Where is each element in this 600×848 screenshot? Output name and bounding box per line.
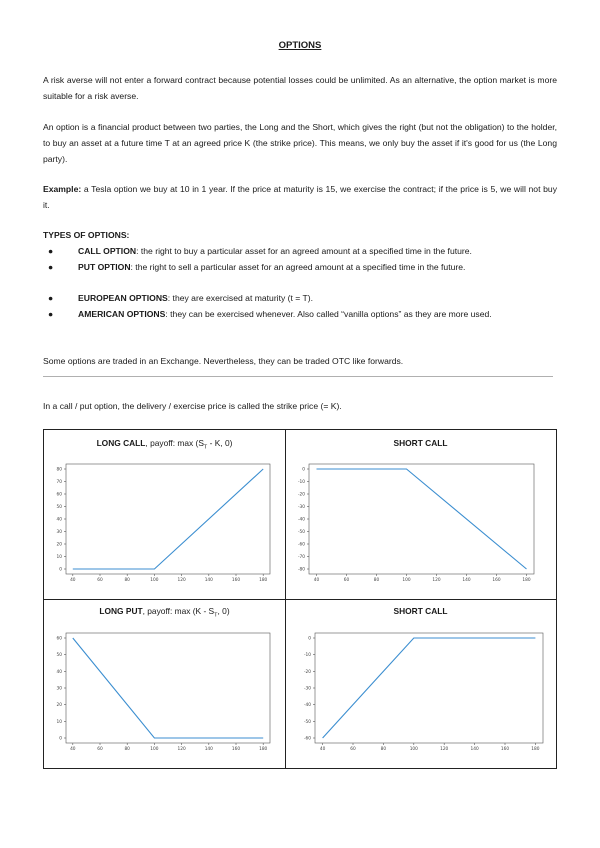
cell-short-call-2 — [285, 599, 556, 768]
payoff-line — [73, 469, 263, 569]
y-tick-label: -40 — [303, 703, 311, 709]
short-call-chart — [285, 430, 556, 599]
definition-paragraph: An option is a financial product between two parties, the Long and the Short, which gives the right (but not the obligation) to the holder, to buy an asset at a future time T at an agreed price K (the strike price). This means, we only buy the asset if it's good for us (the Long party). — [43, 122, 557, 164]
bullet-text: : the right to buy a particular asset for an agreed amount at a specified time in the future. — [136, 246, 472, 256]
x-tick-label: 80 — [380, 747, 387, 752]
x-tick-label: 180 — [259, 578, 268, 583]
x-tick-label: 140 — [462, 578, 471, 583]
bullet-icon: ● — [48, 246, 54, 256]
x-tick-label: 180 — [259, 747, 268, 752]
x-tick-label: 40 — [319, 747, 326, 752]
y-tick-label: 50 — [56, 653, 62, 659]
plot-frame — [309, 464, 534, 574]
example-paragraph — [43, 181, 557, 213]
x-tick-label: 60 — [97, 747, 103, 752]
bullet-icon: ● — [48, 262, 54, 272]
x-tick-label: 140 — [204, 747, 213, 752]
x-tick-label: 140 — [470, 747, 479, 752]
y-tick-label: -10 — [297, 480, 305, 485]
bullet-label: CALL OPTION — [78, 246, 137, 256]
y-tick-label: -10 — [303, 653, 311, 659]
y-tick-label: 70 — [56, 480, 62, 485]
bullet-label: PUT OPTION — [78, 262, 131, 272]
bullet-label: EUROPEAN OPTIONS — [78, 293, 168, 303]
cell-long-call — [44, 430, 285, 599]
horizontal-divider — [43, 376, 553, 377]
chart-title: LONG PUT, payoff: $\max (K - S_T$, 0) — [99, 606, 230, 619]
y-tick-label: -50 — [303, 719, 311, 725]
cell-short-call — [285, 430, 556, 599]
x-tick-label: 80 — [124, 747, 130, 752]
payoff-line — [73, 638, 263, 738]
chart-title: SHORT CALL — [393, 438, 448, 448]
y-tick-label: -30 — [297, 505, 305, 510]
types-heading: TYPES OF OPTIONS: — [43, 230, 130, 240]
x-tick-label: 120 — [177, 578, 186, 583]
plot-frame — [66, 633, 270, 743]
x-tick-label: 120 — [432, 578, 441, 583]
y-tick-label: -30 — [303, 686, 311, 692]
bullet-text: : they are exercised at maturity (t = T). — [167, 293, 314, 303]
x-tick-label: 60 — [343, 578, 350, 583]
x-tick-label: 180 — [531, 747, 540, 752]
x-tick-label: 140 — [204, 578, 213, 583]
y-tick-label: -20 — [297, 492, 305, 498]
x-tick-label: 40 — [70, 747, 76, 752]
x-tick-label: 60 — [350, 747, 356, 752]
y-tick-label: 40 — [56, 517, 62, 523]
y-tick-label: -70 — [297, 555, 305, 560]
bullet-icon: ● — [48, 293, 54, 303]
x-tick-label: 100 — [409, 747, 418, 752]
y-tick-label: 0 — [302, 467, 305, 473]
page-title: OPTIONS — [278, 40, 322, 51]
y-tick-label: 0 — [308, 636, 311, 642]
x-tick-label: 120 — [177, 747, 186, 752]
y-tick-label: 40 — [56, 669, 62, 675]
x-tick-label: 160 — [231, 578, 241, 583]
payoff-line — [317, 469, 527, 569]
bullet-icon: ● — [48, 309, 54, 319]
bullet-label: AMERICAN OPTIONS — [78, 309, 166, 319]
x-tick-label: 40 — [70, 578, 76, 583]
y-tick-label: 80 — [56, 467, 62, 473]
y-tick-label: 60 — [56, 636, 62, 642]
y-tick-label: 50 — [56, 505, 62, 510]
chart-title: LONG CALL, payoff: $\max (S_T$ - K, 0) — [96, 438, 233, 451]
y-tick-label: 60 — [56, 492, 62, 498]
x-tick-label: 120 — [440, 747, 449, 752]
x-tick-label: 100 — [150, 578, 159, 583]
x-tick-label: 100 — [150, 747, 159, 752]
y-tick-label: -80 — [297, 567, 305, 573]
exchange-paragraph: Some options are traded in an Exchange. Nevertheless, they can be traded OTC like forwards. — [43, 356, 404, 366]
short-call-chart-2 — [285, 599, 556, 768]
y-tick-label: 30 — [56, 530, 62, 535]
intro-paragraph: A risk averse will not enter a forward contract because potential losses could be unlimited. As an alternative, the option market is more suitable for a risk averse. — [43, 75, 557, 101]
x-tick-label: 60 — [97, 578, 103, 583]
bullet-text: : the right to sell a particular asset for an agreed amount at a specified time in the future. — [130, 262, 466, 272]
y-tick-label: 20 — [56, 703, 62, 709]
y-tick-label: -60 — [297, 542, 305, 548]
y-tick-label: 10 — [56, 719, 62, 725]
y-tick-label: -60 — [303, 736, 311, 742]
y-tick-label: -40 — [297, 517, 305, 523]
payoff-table — [43, 429, 557, 769]
y-tick-label: -50 — [297, 530, 305, 535]
y-tick-label: 10 — [56, 555, 62, 560]
y-tick-label: 20 — [56, 542, 62, 548]
plot-frame — [315, 633, 543, 743]
chart-title: SHORT CALL — [393, 606, 448, 616]
example-text: a Tesla option we buy at 10 in 1 year. If the price at maturity is 15, we exercise the contract; if the price is 5, we will not buy it. — [43, 184, 557, 210]
long-call-chart — [44, 430, 285, 599]
x-tick-label: 80 — [373, 578, 380, 583]
payoff-line — [323, 638, 536, 738]
x-tick-label: 100 — [402, 578, 411, 583]
x-tick-label: 160 — [492, 578, 501, 583]
x-tick-label: 40 — [313, 578, 320, 583]
y-tick-label: 0 — [59, 736, 62, 742]
y-tick-label: 0 — [59, 567, 62, 573]
cell-long-put — [44, 599, 285, 768]
plot-frame — [66, 464, 270, 574]
example-label: Example: — [43, 184, 82, 194]
x-tick-label: 160 — [231, 747, 241, 752]
y-tick-label: -20 — [303, 669, 311, 675]
x-tick-label: 180 — [522, 578, 531, 583]
x-tick-label: 80 — [124, 578, 130, 583]
y-tick-label: 30 — [56, 686, 62, 692]
x-tick-label: 160 — [500, 747, 510, 752]
long-put-chart — [44, 599, 285, 768]
strike-paragraph: In a call / put option, the delivery / exercise price is called the strike price (= K). — [43, 401, 342, 411]
bullet-text: : they can be exercised whenever. Also called “vanilla options” as they are more used. — [165, 309, 492, 319]
